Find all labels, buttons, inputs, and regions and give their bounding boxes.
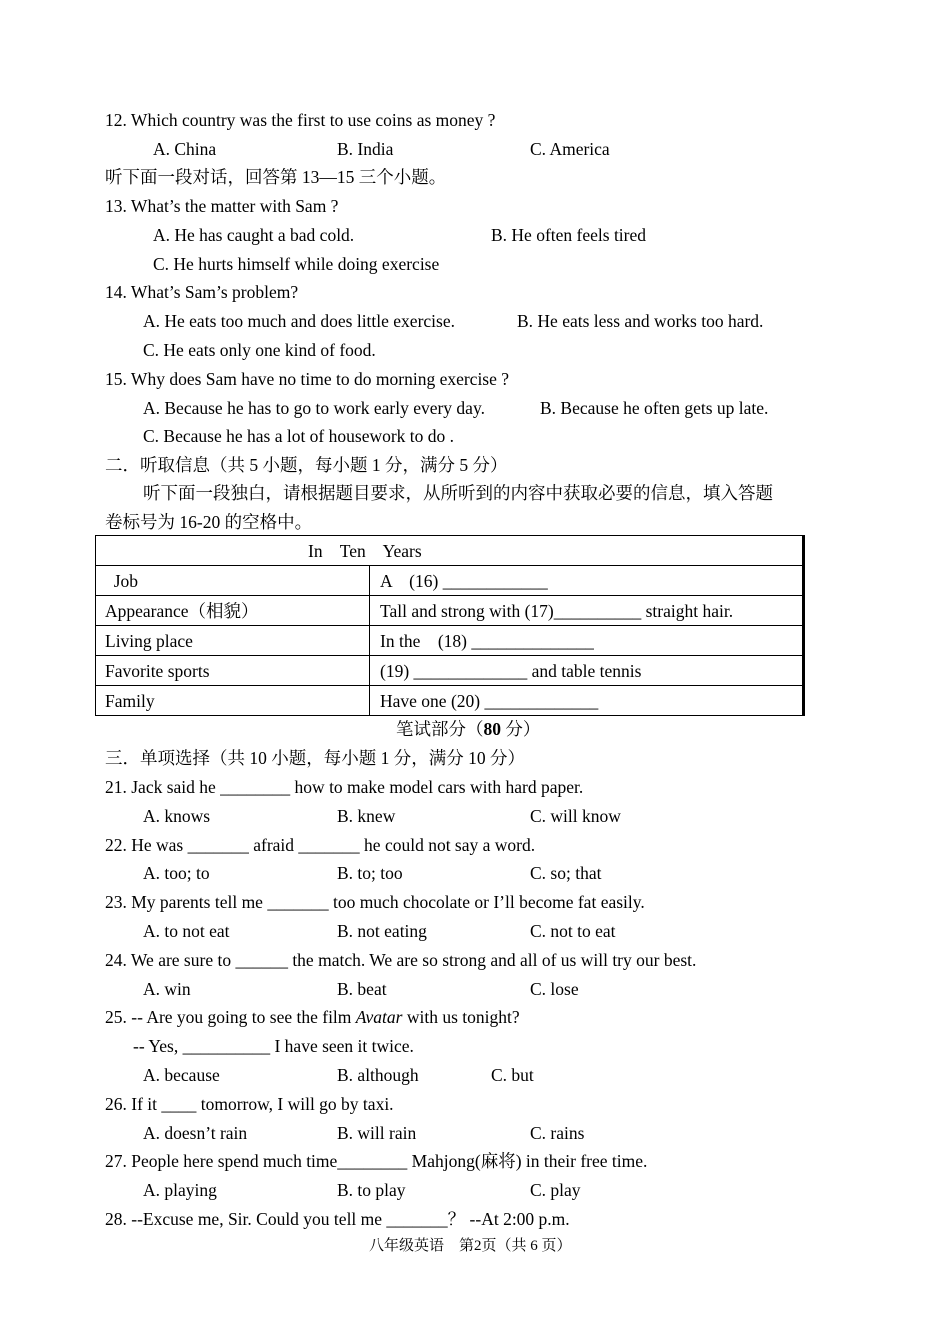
q24-option-c: C. lose [530,979,579,999]
table-value-family: Have one (20) _____________ [380,691,599,711]
q28-stem: 28. --Excuse me, Sir. Could you tell me _______？ --At 2:00 p.m. [105,1209,570,1229]
table-value-appearance: Tall and strong with (17)__________ straight hair. [380,601,734,621]
q15-option-b: B. Because he often gets up late. [540,398,769,418]
section2-instruction-line1: 听下面一段独白，请根据题目要求，从所听到的内容中获取必要的信息，填入答题 [143,483,773,503]
table-label-family: Family [96,686,370,715]
table-header: In Ten Years [308,541,422,561]
q21-stem: 21. Jack said he ________ how to make model cars with hard paper. [105,777,584,797]
q25-option-c: C. but [491,1065,534,1085]
written-prefix: 笔试部分（ [396,719,484,739]
q27-stem: 27. People here spend much time________ Mahjong(麻将) in their free time. [105,1151,648,1171]
q14-option-a: A. He eats too much and does little exercise. [143,311,455,331]
table-label-living-place: Living place [96,626,370,655]
q23-option-a: A. to not eat [143,921,230,941]
q25-film-title: Avatar [355,1007,403,1027]
table-value-living-place: In the (18) ______________ [380,631,594,651]
q25-option-b: B. although [337,1065,419,1085]
table-label-appearance: Appearance（相貌） [96,596,370,625]
table-row [96,625,802,655]
q23-option-b: B. not eating [337,921,427,941]
q15-stem: 15. Why does Sam have no time to do morning exercise ? [105,369,510,389]
table-row [96,595,802,625]
q21-option-a: A. knows [143,806,211,826]
q23-option-c: C. not to eat [530,921,616,941]
q24-option-a: A. win [143,979,191,999]
q27-option-a: A. playing [143,1180,217,1200]
q27-option-b: B. to play [337,1180,406,1200]
table-label-favorite-sports: Favorite sports [96,656,370,685]
table-row [96,655,802,685]
q15-option-c: C. Because he has a lot of housework to do . [143,426,455,446]
q21-option-b: B. knew [337,806,396,826]
info-table [95,535,805,716]
q22-option-a: A. too; to [143,863,210,883]
q13-option-a: A. He has caught a bad cold. [153,225,355,245]
written-part-heading [396,718,540,740]
table-label-job: Job [96,566,370,595]
q26-option-c: C. rains [530,1123,585,1143]
q14-stem: 14. What’s Sam’s problem? [105,282,299,302]
q26-stem: 26. If it ____ tomorrow, I will go by taxi. [105,1094,394,1114]
q24-option-b: B. beat [337,979,387,999]
table-header-row [96,536,802,565]
section2-title: 二．听取信息（共 5 小题，每小题 1 分，满分 5 分） [105,455,508,475]
table-row [96,565,802,595]
q14-option-c: C. He eats only one kind of food. [143,340,376,360]
written-score: 80 [483,719,501,739]
q22-option-b: B. to; too [337,863,403,883]
q23-stem: 23. My parents tell me _______ too much chocolate or I’ll become fat easily. [105,892,645,912]
q22-stem: 22. He was _______ afraid _______ he could not say a word. [105,835,536,855]
q12-option-b: B. India [337,139,394,159]
q25-option-a: A. because [143,1065,220,1085]
table-value-job: A (16) ____________ [380,571,548,591]
q13-option-c: C. He hurts himself while doing exercise [153,254,440,274]
table-row [96,685,802,715]
table-value-favorite-sports: (19) _____________ and table tennis [380,661,642,681]
q12-option-a: A. China [153,139,217,159]
q26-option-a: A. doesn’t rain [143,1123,248,1143]
q13-stem: 13. What’s the matter with Sam ? [105,196,339,216]
section2-instruction-line2: 卷标号为 16-20 的空格中。 [105,512,313,532]
written-suffix: 分） [501,719,541,739]
q25-stem-post: with us tonight? [402,1007,520,1027]
q25-stem [105,1006,520,1028]
page-footer: 八年级英语 第2页（共 6 页） [369,1238,572,1254]
q14-option-b: B. He eats less and works too hard. [517,311,764,331]
q15-option-a: A. Because he has to go to work early every day. [143,398,485,418]
q26-option-b: B. will rain [337,1123,417,1143]
q12-option-c: C. America [530,139,610,159]
q12-stem: 12. Which country was the first to use coins as money ? [105,110,496,130]
q25-reply: -- Yes, __________ I have seen it twice. [133,1036,414,1056]
q22-option-c: C. so; that [530,863,602,883]
q13-option-b: B. He often feels tired [491,225,647,245]
q27-option-c: C. play [530,1180,581,1200]
dialog-instruction: 听下面一段对话，回答第 13—15 三个小题。 [105,167,447,187]
section3-title: 三．单项选择（共 10 小题，每小题 1 分，满分 10 分） [105,748,525,768]
q25-stem-pre: 25. -- Are you going to see the film [105,1007,356,1027]
q24-stem: 24. We are sure to ______ the match. We are so strong and all of us will try our best. [105,950,697,970]
q21-option-c: C. will know [530,806,621,826]
